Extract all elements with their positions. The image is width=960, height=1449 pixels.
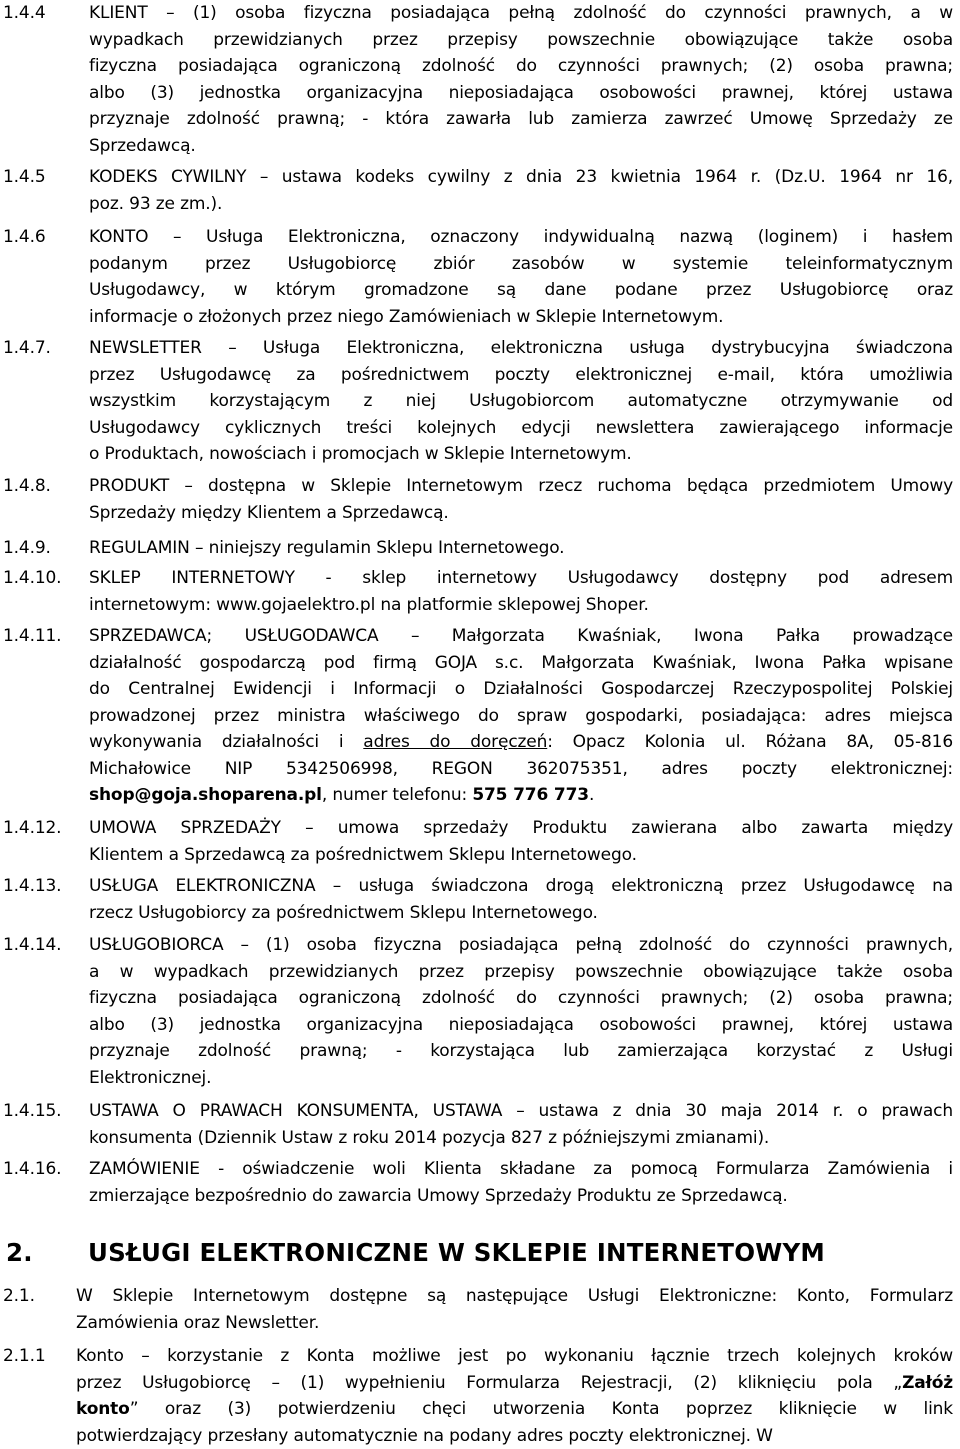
definition-line: informacje o złożonych przez niego Zamówieniach w Sklepie Internetowym. [89,304,953,331]
definition-line: do Centralnej Ewidencji i Informacji o Działalności Gospodarczej Rzeczypospolitej Polskiej [89,676,953,703]
definition-text [89,1098,953,1151]
definition-line: przez Usługodawcę za pośrednictwem poczty elektronicznej e-mail, która umożliwia [89,362,953,389]
definition-number: 1.4.7. [3,335,51,362]
definition-text [89,224,953,330]
definition-line: Klientem a Sprzedawcą za pośrednictwem Sklepu Internetowego. [89,842,953,869]
subsection-number: 2.1. [3,1283,35,1310]
definition-line: wypadkach przewidzianych przez przepisy powszechnie obowiązujące także osoba [89,27,953,54]
definition-number: 1.4.14. [3,932,61,959]
definition-line: podanym przez Usługobiorcę zbiór zasobów w systemie teleinformatycznym [89,251,953,278]
definition-line: Elektronicznej. [89,1065,953,1092]
definition-line: fizyczna posiadająca ograniczoną zdolność do czynności prawnych; (2) osoba prawna; [89,53,953,80]
definition-text [89,164,953,217]
definition-line: PRODUKT – dostępna w Sklepie Internetowym rzecz ruchoma będąca przedmiotem Umowy [89,473,953,500]
definition-number: 1.4.8. [3,473,51,500]
definition-line: przyznaje zdolność prawną; - korzystająca lub zamierzająca korzystać z Usługi [89,1038,953,1065]
subsection-line: konto” oraz (3) potwierdzeniu chęci utworzenia Konta poprzez kliknięcie w link [76,1396,953,1423]
definition-text [89,535,953,562]
definition-line: SKLEP INTERNETOWY - sklep internetowy Usługodawcy dostępny pod adresem [89,565,953,592]
section-title: USŁUGI ELEKTRONICZNE W SKLEPIE INTERNETOWYM [88,1238,825,1267]
definition-line: Sprzedawcą. [89,133,953,160]
definition-line: USŁUGA ELEKTRONICZNA – usługa świadczona drogą elektroniczną przez Usługodawcę na [89,873,953,900]
definition-number: 1.4.6 [3,224,46,251]
definition-line: shop@goja.shoparena.pl, numer telefonu: 575 776 773. [89,782,953,809]
definition-text [89,565,953,618]
definition-text [89,815,953,868]
subsection-line: W Sklepie Internetowym dostępne są następujące Usługi Elektroniczne: Konto, Formularz [76,1283,953,1310]
subsection-text [76,1343,953,1449]
definition-number: 1.4.5 [3,164,46,191]
definition-line: konsumenta (Dziennik Ustaw z roku 2014 pozycja 827 z późniejszymi zmianami). [89,1125,953,1152]
definition-line: zmierzające bezpośrednio do zawarcia Umowy Sprzedaży Produktu ze Sprzedawcą. [89,1183,953,1210]
definition-line: REGULAMIN – niniejszy regulamin Sklepu Internetowego. [89,535,953,562]
definition-line: działalność gospodarczą pod firmą GOJA s.c. Małgorzata Kwaśniak, Iwona Pałka wpisane [89,650,953,677]
definition-number: 1.4.9. [3,535,51,562]
definition-number: 1.4.15. [3,1098,61,1125]
definition-line: Sprzedaży między Klientem a Sprzedawcą. [89,500,953,527]
definition-line: KONTO – Usługa Elektroniczna, oznaczony indywidualną nazwą (loginem) i hasłem [89,224,953,251]
definition-line: wszystkim korzystającym z niej Usługobiorcom automatyczne otrzymywanie od [89,388,953,415]
subsection-number: 2.1.1 [3,1343,46,1370]
definition-line: Michałowice NIP 5342506998, REGON 362075351, adres poczty elektronicznej: [89,756,953,783]
definition-line: a w wypadkach przewidzianych przez przepisy powszechnie obowiązujące także osoba [89,959,953,986]
definition-line: ZAMÓWIENIE - oświadczenie woli Klienta składane za pomocą Formularza Zamówienia i [89,1156,953,1183]
definition-line: KLIENT – (1) osoba fizyczna posiadająca pełną zdolność do czynności prawnych, a w [89,0,953,27]
definition-text [89,873,953,926]
subsection-line: Konto – korzystanie z Konta możliwe jest po wykonaniu łącznie trzech kolejnych kroków [76,1343,953,1370]
definition-number: 1.4.16. [3,1156,61,1183]
definition-line: SPRZEDAWCA; USŁUGODAWCA – Małgorzata Kwaśniak, Iwona Pałka prowadzące [89,623,953,650]
definition-line: Usługodawcy cyklicznych treści kolejnych edycji newslettera zawierającego informacje [89,415,953,442]
definition-line: NEWSLETTER – Usługa Elektroniczna, elektroniczna usługa dystrybucyjna świadczona [89,335,953,362]
section-number: 2. [6,1238,33,1267]
definition-line: o Produktach, nowościach i promocjach w Sklepie Internetowym. [89,441,953,468]
definition-number: 1.4.11. [3,623,61,650]
definition-number: 1.4.10. [3,565,61,592]
definition-line: fizyczna posiadająca ograniczoną zdolność do czynności prawnych; (2) osoba prawna; [89,985,953,1012]
subsection-text [76,1283,953,1336]
definition-text [89,623,953,809]
definition-line: internetowym: www.gojaelektro.pl na platformie sklepowej Shoper. [89,592,953,619]
definition-text [89,932,953,1091]
definition-line: albo (3) jednostka organizacyjna nieposiadająca osobowości prawnej, której ustawa [89,1012,953,1039]
definition-line: USTAWA O PRAWACH KONSUMENTA, USTAWA – ustawa z dnia 30 maja 2014 r. o prawach [89,1098,953,1125]
subsection-line: przez Usługobiorcę – (1) wypełnieniu Formularza Rejestracji, (2) kliknięciu pola „Załóż [76,1370,953,1397]
definition-text [89,473,953,526]
definition-line: rzecz Usługobiorcy za pośrednictwem Sklepu Internetowego. [89,900,953,927]
definition-number: 1.4.13. [3,873,61,900]
definition-line: Usługodawcy, w którym gromadzone są dane podane przez Usługobiorcę oraz [89,277,953,304]
definition-line: UMOWA SPRZEDAŻY – umowa sprzedaży Produktu zawierana albo zawarta między [89,815,953,842]
definition-line: albo (3) jednostka organizacyjna nieposiadająca osobowości prawnej, której ustawa [89,80,953,107]
definition-line: poz. 93 ze zm.). [89,191,953,218]
definition-text [89,1156,953,1209]
subsection-line: potwierdzający przesłany automatycznie na podany adres poczty elektronicznej. W [76,1423,953,1449]
definition-number: 1.4.12. [3,815,61,842]
definition-line: KODEKS CYWILNY – ustawa kodeks cywilny z dnia 23 kwietnia 1964 r. (Dz.U. 1964 nr 16, [89,164,953,191]
definition-line: przyznaje zdolność prawną; - która zawarła lub zamierza zawrzeć Umowę Sprzedaży ze [89,106,953,133]
definition-text [89,335,953,468]
definition-line: prowadzonej przez ministra właściwego do spraw gospodarki, posiadająca: adres miejsca [89,703,953,730]
subsection-line: Zamówienia oraz Newsletter. [76,1310,953,1337]
definition-line: USŁUGOBIORCA – (1) osoba fizyczna posiadająca pełną zdolność do czynności prawnych, [89,932,953,959]
definition-number: 1.4.4 [3,0,46,27]
definition-line: wykonywania działalności i adres do doręczeń: Opacz Kolonia ul. Różana 8A, 05-816 [89,729,953,756]
definition-text [89,0,953,159]
